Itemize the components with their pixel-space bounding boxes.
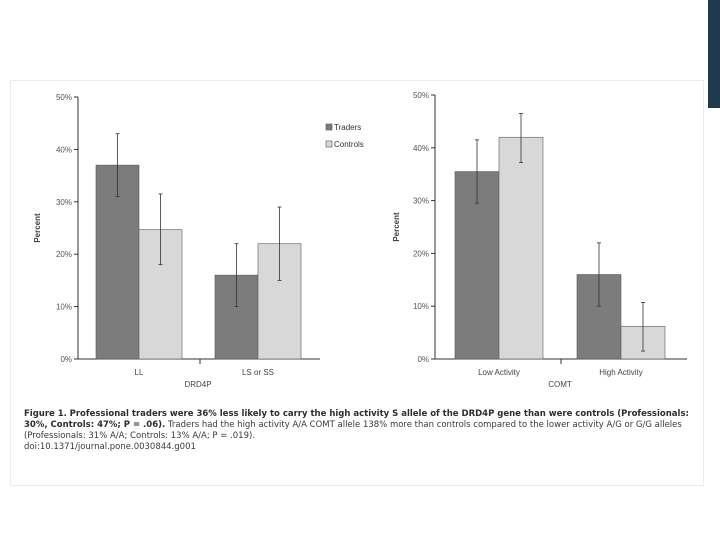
y-tick-label: 50% (412, 91, 429, 100)
comt-chart-svg (385, 85, 695, 395)
x-category-label: Low Activity (478, 368, 520, 377)
bar-controls-low-activity (499, 137, 543, 359)
slide-accent-bar (708, 0, 720, 108)
x-axis-label: DRD4P (184, 380, 212, 389)
y-tick-label: 0% (60, 355, 72, 364)
figure-caption (24, 409, 700, 453)
x-category-label: High Activity (599, 368, 643, 377)
caption-bold-text: Professional traders were 36% less likely to carry the high activity S allele of the DRD4P gene than were controls (Professionals: 30%, Controls: 47%; P = .06). (24, 409, 689, 430)
legend-label-controls: Controls (334, 140, 364, 149)
y-tick-label: 40% (412, 143, 429, 153)
y-tick-label: 40% (55, 145, 72, 155)
y-tick-label: 10% (412, 302, 429, 312)
y-tick-label: 30% (412, 196, 429, 206)
y-tick-label: 30% (55, 197, 72, 207)
y-tick-label: 10% (55, 302, 72, 312)
caption-doi: doi:10.1371/journal.pone.0030844.g001 (24, 442, 196, 452)
y-axis-label: Percent (392, 212, 401, 242)
comt-bar-chart (385, 85, 695, 395)
y-tick-label: 50% (55, 93, 72, 102)
legend-swatch-controls (326, 141, 332, 147)
caption-label: Figure 1. (24, 409, 67, 419)
legend-label-traders: Traders (334, 123, 362, 132)
x-axis-label: COMT (548, 380, 572, 389)
drd4p-chart-svg (30, 85, 375, 395)
legend-swatch-traders (326, 124, 332, 130)
y-tick-label: 20% (55, 250, 72, 260)
x-category-label: LS or SS (241, 368, 275, 377)
caption-main-text (24, 409, 700, 442)
y-axis-label: Percent (33, 213, 42, 243)
x-category-label: LL (134, 368, 144, 377)
drd4p-bar-chart (30, 85, 375, 395)
y-tick-label: 20% (412, 249, 429, 259)
caption-body: Traders had the high activity A/A COMT allele 138% more than controls compared to the lower activity A/G or G/G alleles (Professionals: 31% A/A; Controls: 13% A/A; P = .019). (24, 420, 682, 441)
y-tick-label: 0% (417, 355, 429, 364)
